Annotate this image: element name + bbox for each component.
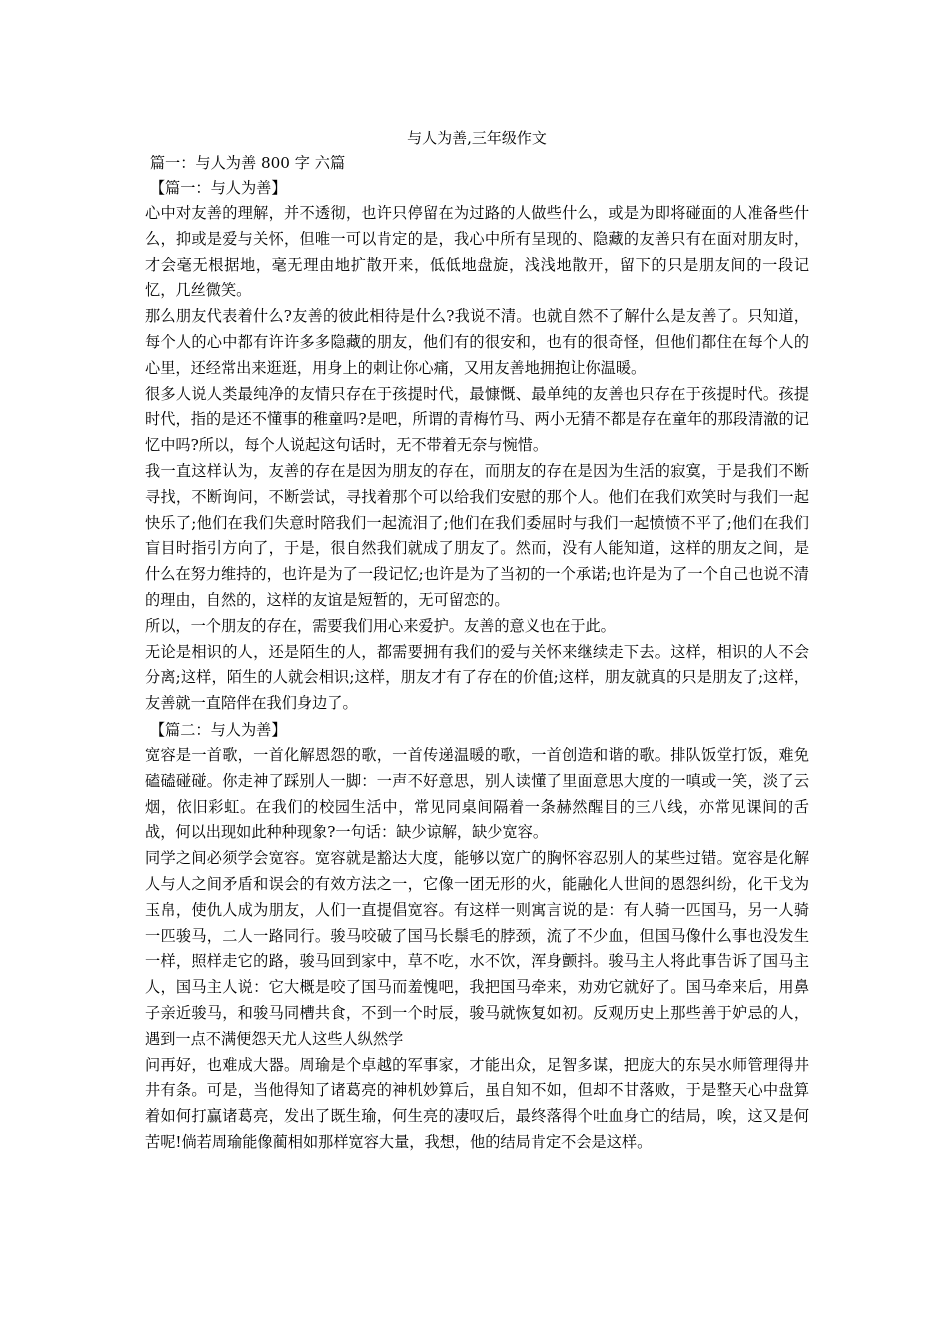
document-title: 与人为善,三年级作文 (407, 129, 547, 147)
paragraph: 宽容是一首歌，一首化解恩怨的歌，一首传递温暖的歌，一首创造和谐的歌。排队饭堂打饭，难免磕磕碰碰。你走神了踩别人一脚：一声不好意思，别人读懂了里面意思大度的一嗔或一笑，淡了云烟，依旧彩虹。在我们的校园生活中，常见同桌间隔着一条赫然醒目的三八线，亦常见课间的舌战，何以出现如此种种现象?一句话：缺少谅解，缺少宽容。 (145, 745, 809, 842)
paragraph: 所以，一个朋友的存在，需要我们用心来爱护。友善的意义也在于此。 (145, 616, 616, 635)
paragraph: 我一直这样认为，友善的存在是因为朋友的存在，而朋友的存在是因为生活的寂寞，于是我们不断寻找，不断询问，不断尝试，寻找着那个可以给我们安慰的那个人。他们在我们欢笑时与我们一起快乐了;他们在我们失意时陪我们一起流泪了;他们在我们委屈时与我们一起愤愤不平了;他们在我们盲目时指引方向了，于是，很自然我们就成了朋友了。然而，没有人能知道，这样的朋友之间，是什么在努力维持的，也许是为了一段记忆;也许是为了当初的一个承诺;也许是为了一个自己也说不清的理由，自然的，这样的友谊是短暂的，无可留恋的。 (145, 461, 809, 609)
document-subtitle: 篇一：与人为善 800 字 六篇 (145, 154, 346, 172)
paragraph: 同学之间必须学会宽容。宽容就是豁达大度，能够以宽广的胸怀容忍别人的某些过错。宽容是化解人与人之间矛盾和误会的有效方法之一，它像一团无形的火，能融化人世间的恩怨纠纷，化干戈为玉帛，使仇人成为朋友，人们一直提倡宽容。有这样一则寓言说的是：有人骑一匹国马，另一人骑一匹骏马，二人一路同行。骏马咬破了国马长鬃毛的脖颈，流了不少血，但国马像什么事也没发生一样，照样走它的路，骏马回到家中，草不吃，水不饮，浑身颤抖。骏马主人将此事告诉了国马主人，国马主人说：它大概是咬了国马而羞愧吧，我把国马牵来，劝劝它就好了。国马牵来后，用鼻子亲近骏马，和骏马同槽共食，不到一个时辰，骏马就恢复如初。反观历史上那些善于妒忌的人，遇到一点不满便怨天尤人这些人纵然学 (145, 849, 809, 1048)
paragraph: 心中对友善的理解，并不透彻，也许只停留在为过路的人做些什么，或是为即将碰面的人准备些什么，抑或是爱与关怀，但唯一可以肯定的是，我心中所有呈现的、隐藏的友善只有在面对朋友时，才会毫无根据地，毫无理由地扩散开来，低低地盘旋，浅浅地散开，留下的只是朋友间的一段记忆，几丝微笑。 (145, 204, 809, 300)
paragraph: 问再好，也难成大器。周瑜是个卓越的军事家，才能出众，足智多谋，把庞大的东吴水师管理得井井有条。可是，当他得知了诸葛亮的神机妙算后，虽自知不如，但却不甘落败，于是整天心中盘算着如何打赢诸葛亮，发出了既生瑜，何生亮的凄叹后，最终落得个吐血身亡的结局，唉，这又是何苦呢!倘若周瑜能像蔺相如那样宽容大量，我想，他的结局肯定不会是这样。 (145, 1055, 809, 1151)
paragraph: 那么朋友代表着什么?友善的彼此相待是什么?我说不清。也就自然不了解什么是友善了。只知道，每个人的心中都有许许多多隐藏的朋友，他们有的很安和，也有的很奇怪，但他们都住在每个人的心里，还经常出来逛逛，用身上的刺让你心痛，又用友善地拥抱让你温暖。 (145, 307, 809, 377)
paragraph: 很多人说人类最纯净的友情只存在于孩提时代，最慷慨、最单纯的友善也只存在于孩提时代。孩提时代，指的是还不懂事的稚童吗?是吧，所谓的青梅竹马、两小无猜不都是存在童年的那段清澈的记忆中吗?所以，每个人说起这句话时，无不带着无奈与惋惜。 (145, 384, 809, 455)
section-heading-2: 【篇二：与人为善】 (145, 720, 287, 739)
section-heading-1: 【篇一：与人为善】 (145, 179, 287, 197)
paragraph: 无论是相识的人，还是陌生的人，都需要拥有我们的爱与关怀来继续走下去。这样，相识的人不会分离;这样，陌生的人就会相识;这样，朋友才有了存在的价值;这样，朋友就真的只是朋友了;这样，友善就一直陪伴在我们身边了。 (145, 642, 809, 713)
document-page (145, 125, 809, 1156)
